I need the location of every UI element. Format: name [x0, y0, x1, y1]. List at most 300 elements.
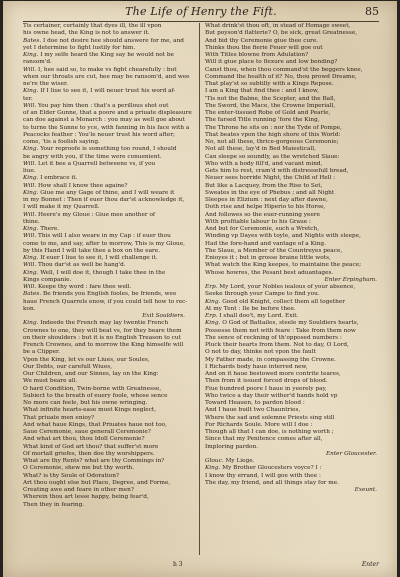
speaker-name: Will.	[23, 262, 37, 269]
page-footer	[23, 561, 379, 571]
line-text: No, not all these, thrice-gorgeous Ceremonie;	[205, 139, 339, 145]
text-line	[205, 226, 387, 233]
text-line	[23, 378, 195, 385]
text-line	[23, 52, 195, 59]
line-text: on their shoulders : but it is no English Treason to cut	[23, 334, 181, 341]
text-line	[205, 436, 387, 443]
line-text: Winding vp Dayes with toyle, and Nights with sleepe,	[205, 233, 361, 240]
text-line	[205, 357, 387, 364]
line-text: Not all these, lay'd in Bed Maiesticall,	[205, 146, 316, 153]
text-line	[205, 88, 387, 95]
stage-direction	[23, 313, 195, 320]
text-line	[23, 248, 195, 255]
line-text: Who twice a day their wither'd hands hold vp	[205, 392, 338, 399]
text-line	[205, 161, 387, 168]
text-line	[23, 38, 195, 45]
line-text: come to me, and say, after to morrow, This is my Gloue,	[23, 240, 185, 247]
line-text: That play'st so subtilly with a Kings Repose.	[205, 81, 334, 87]
line-text: What? is thy Soule of Odoration?	[23, 472, 119, 479]
text-line	[23, 212, 195, 219]
line-text: No more can feele, but his owne wringing.	[23, 400, 148, 406]
line-text: That beates vpon the high shore of this World:	[205, 131, 341, 138]
line-text: Then they in fearing.	[23, 501, 85, 508]
text-line	[23, 270, 195, 277]
text-line	[23, 473, 195, 480]
line-text: Though all that I can doe, is nothing worth ;	[205, 429, 334, 435]
line-text: Seeke through your Campe to find you.	[205, 291, 320, 298]
line-text: come, 'tis a foolish saying.	[23, 139, 100, 145]
line-text: Canst thou, when thou command'st the beggers knee,	[205, 66, 363, 73]
right-column	[205, 23, 387, 555]
text-line	[205, 125, 387, 132]
text-line	[205, 407, 387, 414]
text-line	[23, 110, 195, 117]
line-text: I doe not desire hee should answere for me, and	[42, 37, 184, 44]
text-line	[23, 458, 195, 465]
line-text: If I liue to see it, I will neuer trust his word af-	[40, 88, 176, 95]
text-line	[205, 190, 387, 197]
text-line	[23, 132, 195, 139]
text-line	[205, 313, 387, 320]
line-text: For Richards Soule. More will I doe :	[205, 421, 313, 428]
line-text: My Father made, in compassing the Crowne.	[205, 356, 336, 363]
text-line	[23, 371, 195, 378]
text-line	[205, 473, 387, 480]
text-line	[23, 422, 195, 429]
text-line	[23, 190, 195, 197]
line-text: by this Hand I will take thee a box on the eare.	[23, 247, 161, 254]
line-text: O not to day, thinke not vpon the fault	[205, 349, 316, 356]
text-line	[23, 429, 195, 436]
line-text: With Titles blowne from Adulation?	[205, 52, 309, 58]
speaker-name: King.	[23, 88, 39, 95]
line-text: Our Children, and our Sinnes, lay on the King:	[23, 371, 159, 377]
line-text: What drink'st thou oft, in stead of Homage sweet,	[205, 23, 351, 29]
text-line	[23, 154, 195, 161]
text-line	[205, 110, 387, 117]
text-line	[205, 52, 387, 59]
line-text: I will make it my Quarrell.	[23, 204, 100, 211]
line-text: And what art thou, thou Idoll Ceremonie?	[23, 436, 145, 443]
speaker-name: King.	[205, 465, 221, 472]
line-text: Then from it issued forced drops of blood.	[205, 378, 328, 385]
line-text: I Richards body haue interred new,	[205, 363, 308, 370]
speaker-name: Glouc.	[205, 458, 224, 464]
text-line	[205, 342, 387, 349]
text-line	[205, 270, 387, 277]
line-text: Tis certainer, certainly that dyes ill, the ill vpon	[23, 23, 162, 29]
line-text: Subiect to the breath of euery foole, whose sence	[23, 392, 168, 399]
text-line	[23, 357, 195, 364]
text-line	[23, 320, 195, 327]
text-line	[205, 393, 387, 400]
left-column	[23, 23, 195, 555]
text-line	[205, 444, 387, 451]
line-text: Toward Heauen, to pardon blood :	[205, 400, 305, 406]
text-line	[23, 364, 195, 371]
text-line	[23, 30, 195, 37]
text-line	[23, 465, 195, 472]
catchword: Enter	[361, 561, 379, 568]
line-text: I am a King that find thee : and I know,	[205, 88, 319, 95]
text-line	[205, 132, 387, 139]
line-text: of an Elder Gunne, that a poore and a priuate displeasure	[23, 110, 192, 116]
line-text: to turne the Sunne to yce, with fanning in his face with a	[23, 124, 190, 131]
line-text: French Crownes, and to morrow the King himselfe will	[23, 342, 184, 348]
line-text: liue.	[23, 168, 36, 174]
line-text: Sweates in the eye of Phebus ; and all Night	[205, 189, 335, 196]
text-line	[23, 81, 195, 88]
line-text: The day, my friend, and all things stay for me.	[205, 479, 339, 486]
line-text: ne're the wiser.	[23, 81, 68, 87]
line-text: Crownes to one, they will beat vs, for they beare them	[23, 327, 182, 334]
line-text: The Throne he sits on : nor the Tyde of Pompe,	[205, 124, 342, 131]
text-line	[23, 306, 195, 313]
text-line	[205, 422, 387, 429]
line-text: Where the sad and solemne Priests sing still	[205, 414, 335, 421]
line-text: Art thou ought else but Place, Degree, and Forme,	[23, 479, 171, 486]
line-text: be angry with you, if the time were conuenient.	[23, 153, 162, 160]
line-text: But poyson'd flatterie? O, be sick, great Greatnesse,	[205, 30, 358, 37]
text-line	[23, 436, 195, 443]
speaker-name: Will.	[23, 182, 37, 189]
text-line	[23, 393, 195, 400]
text-line	[205, 284, 387, 291]
line-text: Can sleepe so soundly, as the wretched Slaue:	[205, 153, 340, 160]
line-text: Imploring pardon.	[205, 443, 259, 450]
line-text: kon.	[23, 305, 36, 312]
line-text: Thinks thou the fierie Feuer will goe out	[205, 44, 323, 51]
speaker-name: King.	[23, 146, 39, 153]
text-line	[205, 465, 387, 472]
text-line	[205, 378, 387, 385]
line-text: ter.	[23, 95, 33, 102]
line-text: How shall I know thee againe?	[37, 182, 128, 189]
line-text: We must beare all.	[23, 378, 78, 385]
text-line	[23, 241, 195, 248]
line-text: Kings companie.	[23, 276, 72, 283]
text-line	[23, 175, 195, 182]
text-line	[205, 183, 387, 190]
line-text: The sence of reckning of th'opposed numbers :	[205, 334, 342, 341]
line-text: Heere's my Gloue : Giue mee another of	[37, 211, 156, 218]
text-line	[205, 96, 387, 103]
text-line	[205, 458, 387, 465]
line-text: And bid thy Ceremonie giue thee cure.	[205, 37, 319, 44]
line-text: What are thy Rents? what are thy Commings in?	[23, 458, 165, 464]
text-line	[205, 59, 387, 66]
line-text: The Sword, the Mace, the Crowne Imperiall,	[205, 102, 336, 109]
speaker-name: Bates.	[23, 37, 42, 44]
line-text: Who with a body fill'd, and vacant mind,	[205, 160, 323, 167]
text-line	[23, 277, 195, 284]
stage-direction	[205, 487, 387, 494]
text-line	[23, 284, 195, 291]
line-text: And but for Ceremonie, such a Wretch,	[205, 226, 320, 232]
text-line	[23, 125, 195, 132]
text-line	[205, 30, 387, 37]
text-line	[23, 96, 195, 103]
text-line	[205, 335, 387, 342]
line-text: Keepe thy word : fare thee well.	[37, 284, 132, 290]
line-text: his owne head, the King is not to answer it.	[23, 30, 150, 37]
speaker-name: King.	[23, 226, 39, 232]
text-line	[23, 23, 195, 30]
text-line	[205, 23, 387, 30]
text-line	[23, 342, 195, 349]
text-line	[205, 219, 387, 226]
text-line	[23, 299, 195, 306]
text-line	[205, 74, 387, 81]
speaker-name: Will.	[23, 66, 37, 73]
text-line	[205, 38, 387, 45]
line-text: Enter Erpingham.	[324, 276, 377, 283]
line-text: Doth rise and helpe Hiperio to his Horse,	[205, 204, 326, 211]
text-columns	[23, 23, 379, 555]
line-text: At my Tent : Ile be before thee.	[205, 305, 296, 312]
speaker-name: King.	[23, 269, 39, 276]
text-line	[23, 168, 195, 175]
text-line	[205, 117, 387, 124]
speaker-name: Bates.	[23, 291, 42, 298]
page-header	[23, 5, 379, 22]
line-text: Wherein thou art lesse happy, being fear'd,	[23, 494, 149, 501]
text-line	[23, 146, 195, 153]
line-text: Neuer sees horride Night, the Child of Hell :	[205, 175, 336, 182]
line-text: I my selfe heard the King say he would not be	[40, 52, 174, 58]
text-line	[23, 487, 195, 494]
speaker-name: King.	[23, 52, 39, 58]
line-text: Your reproofe is something too round, I should	[40, 146, 177, 153]
line-text: Creating awe and feare in other men?	[23, 487, 134, 493]
stage-direction	[205, 451, 387, 458]
line-text: Vpon the King, let vs our Liues, our Soules,	[23, 356, 150, 363]
text-line	[23, 59, 195, 66]
line-text: thine.	[23, 218, 40, 225]
line-text: You pay him then : that's a perillous shot out	[37, 102, 169, 109]
line-text: Of mortall griefes, then doe thy worshippers.	[23, 450, 155, 457]
line-text: when our throats are cut, hee may be ransom'd, and wee	[23, 73, 190, 80]
text-line	[205, 67, 387, 74]
line-text: And followes so the euer-running yeere	[205, 211, 320, 218]
text-line	[205, 248, 387, 255]
line-text: What watch the King keepes, to maintaine the peace;	[205, 262, 362, 269]
text-line	[23, 262, 195, 269]
line-text: If euer I liue to see it, I will challenge it.	[40, 255, 158, 261]
line-text: My Lord, your Nobles iealous of your absence,	[219, 284, 356, 290]
text-line	[205, 306, 387, 313]
text-line	[205, 197, 387, 204]
stage-direction	[205, 277, 387, 284]
folio-page	[3, 1, 397, 577]
text-line	[205, 328, 387, 335]
line-text: Whose howres, the Pesant best aduantages.	[205, 269, 334, 276]
line-text: Our Debts, our carefull Wiues,	[23, 363, 113, 370]
line-text: Well, I will doe it, though I take thee in the	[40, 269, 166, 276]
line-text: Thou dar'st as well be hang'd.	[37, 262, 126, 269]
text-line	[23, 444, 195, 451]
text-line	[23, 494, 195, 501]
speaker-name: Will.	[23, 284, 37, 290]
line-text: Sleepes in Elizium : next day after dawne,	[205, 197, 328, 203]
line-text: Enter Gloucester.	[325, 450, 377, 457]
line-text: Be friends you English fooles, be friends, wee	[42, 291, 177, 298]
speaker-name: Will.	[23, 211, 37, 218]
text-line	[205, 241, 387, 248]
line-text: O God of Battailes, steele my Souldiers hearts,	[222, 320, 359, 327]
text-line	[205, 146, 387, 153]
line-text: I shall doo't, my Lord. Exit.	[219, 313, 299, 319]
text-line	[23, 197, 195, 204]
line-text: Enioyes it ; but in grosse braine little wots,	[205, 255, 331, 261]
speaker-name: Will.	[23, 160, 37, 167]
text-line	[23, 349, 195, 356]
text-line	[205, 139, 387, 146]
text-line	[23, 67, 195, 74]
text-line	[205, 154, 387, 161]
line-text: And on it haue bestowed more contrite teares,	[205, 371, 341, 377]
text-line	[23, 88, 195, 95]
text-line	[23, 415, 195, 422]
text-line	[23, 45, 195, 52]
speaker-name: Will.	[23, 102, 37, 109]
line-text: Had the fore-hand and vantage of a King.	[205, 240, 326, 247]
text-line	[23, 335, 195, 342]
speaker-name: King.	[23, 189, 39, 196]
page-number: 85	[365, 5, 379, 18]
line-text: With profitable labour to his Graue :	[205, 218, 311, 225]
text-line	[23, 103, 195, 110]
text-line	[205, 168, 387, 175]
line-text: Good old Knight, collect them all together	[222, 298, 345, 305]
line-text: O Ceremonie, shew me but thy worth.	[23, 465, 135, 472]
line-text: Saue Ceremonie, saue generall Ceremonie?	[23, 429, 151, 435]
text-line	[205, 480, 387, 487]
text-line	[205, 212, 387, 219]
text-line	[23, 451, 195, 458]
line-text: in my Bonnet : Then if euer thou dar'st acknowledge it,	[23, 197, 185, 203]
text-line	[205, 400, 387, 407]
line-text: What infinite hearts-ease must Kings neglect,	[23, 407, 157, 414]
line-text: Let it bee a Quarrell betweene vs, if you	[37, 160, 156, 167]
text-line	[23, 139, 195, 146]
speaker-name: King.	[23, 255, 39, 261]
line-text: can doe against a Monarch : you may as well goe about	[23, 117, 185, 124]
text-line	[205, 386, 387, 393]
speaker-name: Erp.	[205, 313, 218, 319]
text-line	[205, 233, 387, 240]
text-line	[205, 262, 387, 269]
line-text: The farsed Title running 'fore the King,	[205, 117, 320, 124]
speaker-name: Erp.	[205, 284, 218, 290]
line-text: Peacocks feather : You'le neuer trust his word after;	[23, 131, 175, 138]
speaker-name: Will.	[23, 233, 37, 240]
line-text: But like a Lacquey, from the Rise to Set,	[205, 182, 323, 189]
line-text: ransom'd.	[23, 59, 52, 66]
line-text: That priuate men enioy?	[23, 414, 95, 421]
line-text: Pluck their hearts from them. Not to day, O Lord,	[205, 342, 349, 348]
speaker-name: King.	[205, 298, 221, 305]
line-text: Giue me any Gage of thine, and I will weare it	[40, 189, 175, 196]
line-text: Possesse them not with feare : Take from them now	[205, 327, 356, 334]
line-text: Will it giue place to flexure and low bending?	[205, 59, 338, 66]
line-text: The enter-tissued Robe of Gold and Pearle,	[205, 110, 331, 116]
text-line	[205, 364, 387, 371]
line-text: I embrace it.	[40, 175, 78, 182]
text-line	[205, 415, 387, 422]
text-line	[23, 219, 195, 226]
line-text: Indeede the French may lay twentie French	[40, 320, 169, 327]
line-text: Exeunt.	[354, 487, 377, 493]
text-line	[205, 320, 387, 327]
text-line	[205, 204, 387, 211]
text-line	[205, 81, 387, 88]
text-line	[23, 233, 195, 240]
line-text: There.	[40, 226, 60, 232]
text-line	[23, 407, 195, 414]
text-line	[23, 502, 195, 509]
text-line	[23, 328, 195, 335]
line-text: Fiue hundred poore I haue in yeerely pay,	[205, 385, 327, 392]
signature-mark: h 3	[173, 561, 183, 568]
text-line	[23, 117, 195, 124]
text-line	[205, 349, 387, 356]
text-line	[23, 204, 195, 211]
line-text: This will I also weare in my Cap : if euer thou	[37, 233, 171, 240]
speaker-name: King.	[205, 320, 221, 327]
text-line	[23, 255, 195, 262]
text-line	[205, 429, 387, 436]
line-text: O hard Condition, Twin-borne with Greatnesse,	[23, 385, 162, 392]
text-line	[205, 175, 387, 182]
line-text: be a Clipper.	[23, 349, 60, 356]
line-text: My Liege.	[225, 458, 255, 464]
text-line	[205, 291, 387, 298]
line-text: The Slaue, a Member of the Countreyes peace,	[205, 247, 343, 254]
speaker-name: King.	[23, 320, 39, 327]
text-line	[23, 400, 195, 407]
text-line	[23, 226, 195, 233]
line-text: My Brother Gloucesters voyce? I :	[222, 465, 322, 472]
text-line	[23, 480, 195, 487]
line-text: And what haue Kings, that Priuates haue not too,	[23, 421, 167, 428]
speaker-name: King.	[23, 175, 39, 182]
text-line	[23, 74, 195, 81]
line-text: Command the health of it? No, thou prowd Dreame,	[205, 73, 357, 80]
text-line	[23, 386, 195, 393]
line-text: yet I determine to fight lustily for him.	[23, 44, 136, 51]
line-text: I know thy errand, I will goe with thee :	[205, 472, 321, 479]
line-text: Gets him to rest, cram'd with distressefull bread,	[205, 168, 349, 174]
text-line	[205, 45, 387, 52]
text-line	[23, 291, 195, 298]
running-title: The Life of Henry the Fift.	[125, 5, 277, 18]
line-text: Since that my Penitence comes after all,	[205, 436, 323, 443]
line-text: And I haue built two Chauntries,	[205, 407, 301, 414]
text-line	[205, 103, 387, 110]
line-text: Exit Souldiers.	[142, 313, 185, 319]
line-text: haue French Quarrels enow, if you could tell how to rec-	[23, 298, 188, 305]
line-text: 'Tis not the Balme, the Scepter, and the Ball,	[205, 95, 336, 102]
text-line	[205, 299, 387, 306]
line-text: What kind of God art thou? that suffer'st more	[23, 443, 159, 450]
text-line	[23, 161, 195, 168]
text-line	[23, 183, 195, 190]
text-line	[205, 255, 387, 262]
line-text: I, hee said so, to make vs fight chearefully : but	[37, 66, 177, 73]
text-line	[205, 371, 387, 378]
column-divider	[199, 23, 200, 555]
